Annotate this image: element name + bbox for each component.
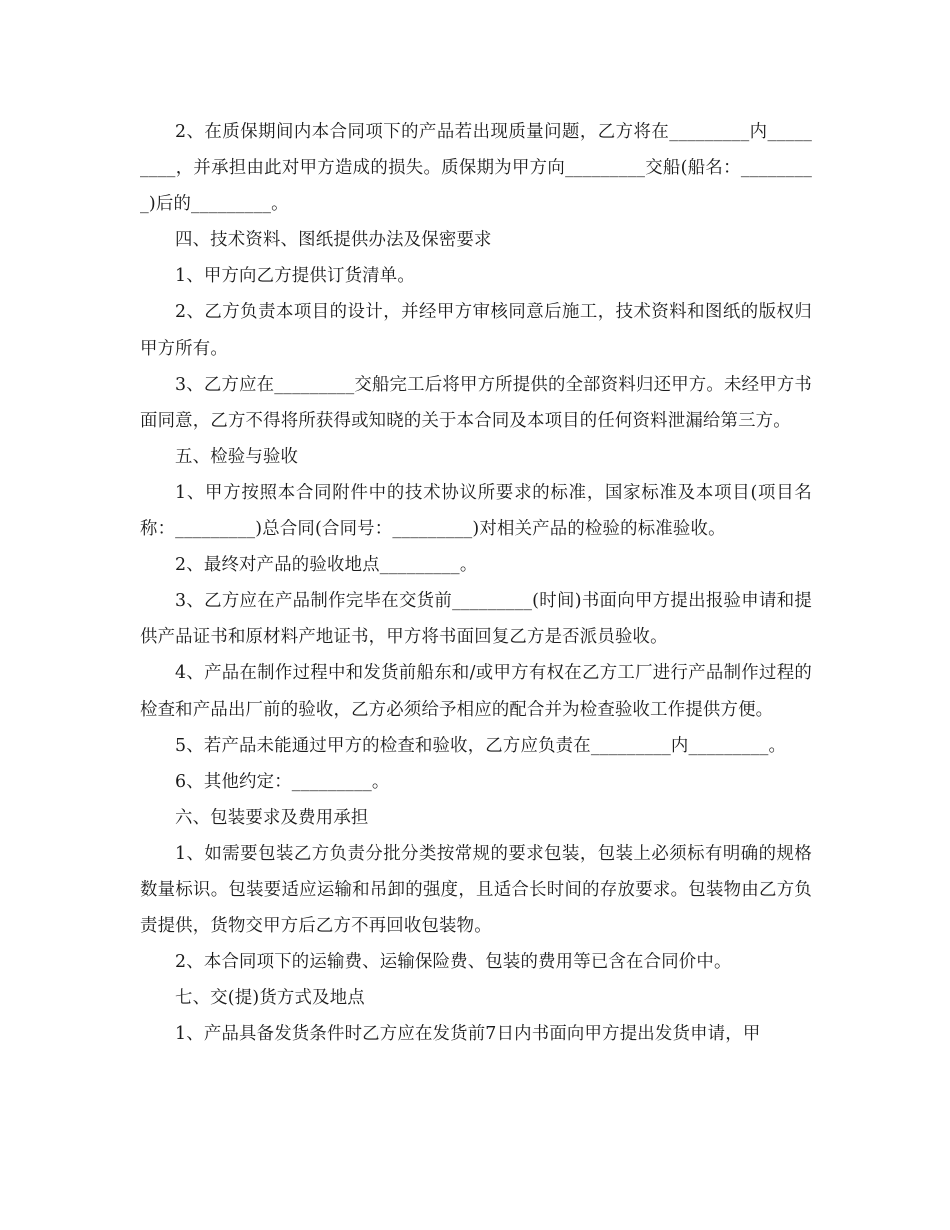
clause-inspection-application: 3、乙方应在产品制作完毕在交货前_________(时间)书面向甲方提出报验申请和提供产品证书和原材料产地证书，甲方将书面回复乙方是否派员验收。 bbox=[140, 591, 812, 648]
clause-order-list: 1、甲方向乙方提供订货清单。 bbox=[175, 266, 415, 287]
section-heading-delivery: 七、交(提)货方式及地点 bbox=[175, 988, 365, 1009]
clause-delivery-application: 1、产品具备发货条件时乙方应在发货前7日内书面向甲方提出发货申请，甲 bbox=[175, 1024, 761, 1045]
clause-process-inspection: 4、产品在制作过程中和发货前船东和/或甲方有权在乙方工厂进行产品制作过程的检查和产品出厂前的验收，乙方必须给予相应的配合并为检查验收工作提供方便。 bbox=[140, 663, 812, 720]
clause-quality-warranty: 2、在质保期间内本合同项下的产品若出现质量问题，乙方将在_________内_________，并承担由此对甲方造成的损失。质保期为甲方向_________交船(船名：_________)后的_________。 bbox=[140, 122, 812, 215]
clause-packaging-costs: 2、本合同项下的运输费、运输保险费、包装的费用等已含在合同价中。 bbox=[175, 952, 732, 973]
section-heading-inspection: 五、检验与验收 bbox=[175, 446, 299, 467]
clause-failed-inspection: 5、若产品未能通过甲方的检查和验收，乙方应负责在_________内_________。 bbox=[175, 735, 787, 756]
contract-body bbox=[140, 114, 812, 1052]
clause-confidentiality: 3、乙方应在_________交船完工后将甲方所提供的全部资料归还甲方。未经甲方书面同意，乙方不得将所获得或知晓的关于本合同及本项目的任何资料泄漏给第三方。 bbox=[140, 374, 812, 431]
clause-inspection-standard: 1、甲方按照本合同附件中的技术协议所要求的标准，国家标准及本项目(项目名称：_________)总合同(合同号：_________)对相关产品的检验的标准验收。 bbox=[140, 482, 812, 540]
clause-acceptance-location: 2、最终对产品的验收地点_________。 bbox=[175, 555, 478, 576]
section-heading-technical-data: 四、技术资料、图纸提供办法及保密要求 bbox=[175, 230, 492, 251]
section-heading-packaging: 六、包装要求及费用承担 bbox=[175, 807, 369, 828]
clause-design-copyright: 2、乙方负责本项目的设计，并经甲方审核同意后施工，技术资料和图纸的版权归甲方所有。 bbox=[140, 302, 812, 359]
clause-packaging-requirements: 1、如需要包装乙方负责分批分类按常规的要求包装，包装上必须标有明确的规格数量标识。包装要适应运输和吊卸的强度，且适合长时间的存放要求。包装物由乙方负责提供，货物交甲方后乙方不再回收包装物。 bbox=[140, 843, 812, 937]
clause-other-agreements: 6、其他约定：_________。 bbox=[175, 771, 390, 792]
